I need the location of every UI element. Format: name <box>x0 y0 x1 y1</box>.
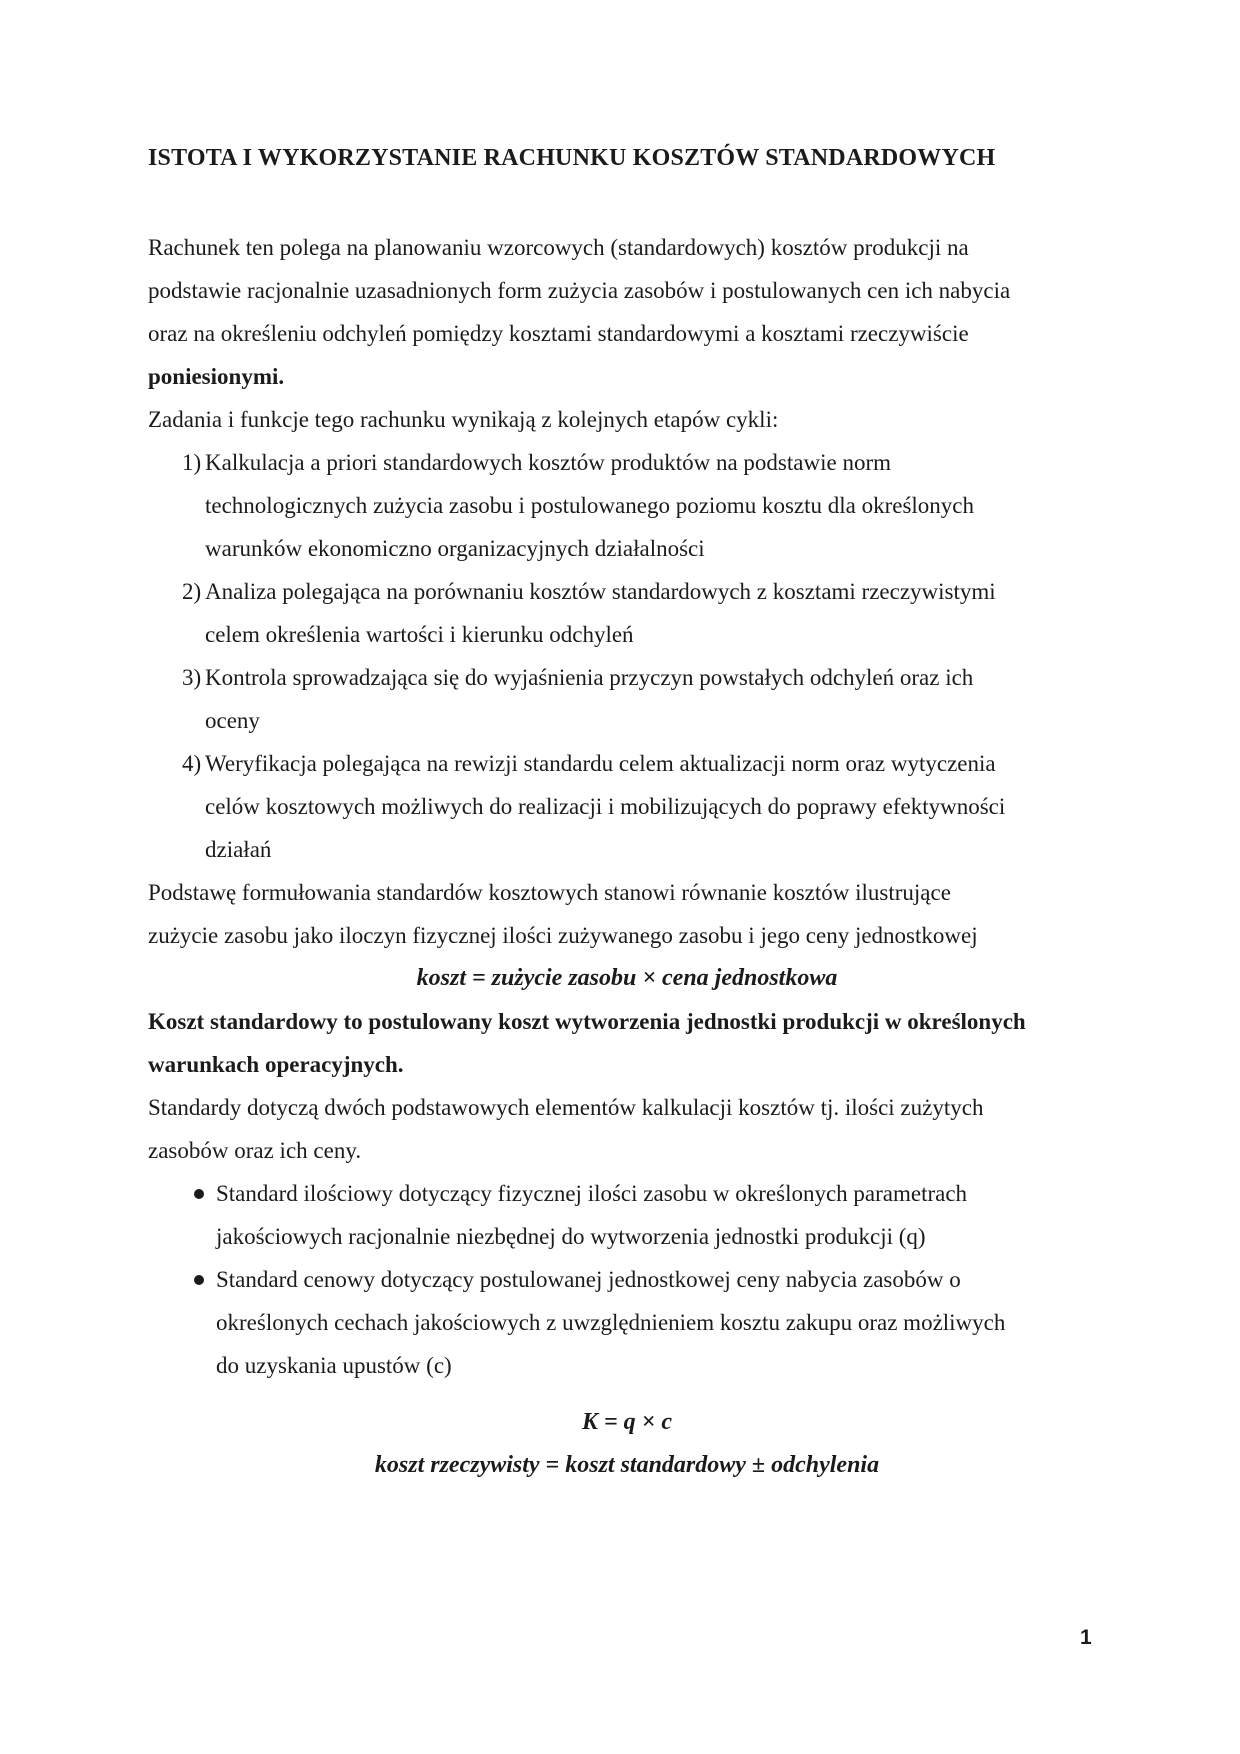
text-line-bold: Koszt standardowy to postulowany koszt wytworzenia jednostki produkcji w określonych <box>148 1009 1026 1034</box>
numbered-item-4 <box>148 742 1106 871</box>
list-number: 4) <box>182 751 202 776</box>
text-line: Rachunek ten polega na planowaniu wzorcowych (standardowych) kosztów produkcji na <box>148 235 969 260</box>
text-line: Standard cenowy dotyczący postulowanej jednostkowej ceny nabycia zasobów o <box>216 1267 961 1292</box>
list-number: 1) <box>182 450 202 475</box>
text-line: oceny <box>205 708 260 733</box>
numbered-item-3 <box>148 656 1106 742</box>
text-line: celów kosztowych możliwych do realizacji i mobilizujących do poprawy efektywności <box>205 794 1006 819</box>
formula-cost-equation: koszt = zużycie zasobu × cena jednostkowa <box>416 965 838 991</box>
equation-intro-paragraph <box>148 871 1106 957</box>
text-line: działań <box>205 837 272 862</box>
list-number: 2) <box>182 579 202 604</box>
text-line: jakościowych racjonalnie niezbędnej do wytworzenia jednostki produkcji (q) <box>216 1224 926 1249</box>
bullet-item-quantity-standard <box>148 1172 1106 1258</box>
page-number: 1 <box>1080 1626 1092 1649</box>
lead-sentence <box>148 398 1106 441</box>
text-line: zasobów oraz ich ceny. <box>148 1138 362 1163</box>
bullet-icon <box>194 1189 204 1199</box>
numbered-item-2 <box>148 570 1106 656</box>
text-line: zużycie zasobu jako iloczyn fizycznej ilości zużywanego zasobu i jego ceny jednostkowej <box>148 923 978 948</box>
bullet-icon <box>194 1275 204 1285</box>
formula-actual-cost-equation: koszt rzeczywisty = koszt standardowy ± odchylenia <box>374 1452 880 1478</box>
text-line: Kalkulacja a priori standardowych kosztów produktów na podstawie norm <box>205 450 891 475</box>
numbered-item-1 <box>148 441 1106 570</box>
text-line: warunków ekonomiczno organizacyjnych działalności <box>205 536 705 561</box>
intro-paragraph <box>148 226 1106 398</box>
text-line: Kontrola sprowadzająca się do wyjaśnienia przyczyn powstałych odchyleń oraz ich <box>205 665 974 690</box>
list-number: 3) <box>182 665 202 690</box>
text-line: Weryfikacja polegająca na rewizji standardu celem aktualizacji norm oraz wytyczenia <box>205 751 996 776</box>
text-line: Zadania i funkcje tego rachunku wynikają z kolejnych etapów cykli: <box>148 407 779 432</box>
text-line: technologicznych zużycia zasobu i postulowanego poziomu kosztu dla określonych <box>205 493 975 518</box>
text-line: oraz na określeniu odchyleń pomiędzy kosztami standardowymi a kosztami rzeczywiście <box>148 321 969 346</box>
formula-k-equation: K = q × c <box>581 1409 672 1435</box>
text-line: celem określenia wartości i kierunku odchyleń <box>205 622 634 647</box>
standard-cost-definition <box>148 1000 1106 1086</box>
bullet-item-price-standard <box>148 1258 1106 1387</box>
standards-paragraph <box>148 1086 1106 1172</box>
text-line: do uzyskania upustów (c) <box>216 1353 452 1378</box>
text-line: Standardy dotyczą dwóch podstawowych elementów kalkulacji kosztów tj. ilości zużytych <box>148 1095 984 1120</box>
text-line: określonych cechach jakościowych z uwzględnieniem kosztu zakupu oraz możliwych <box>216 1310 1006 1335</box>
text-line: Analiza polegająca na porównaniu kosztów standardowych z kosztami rzeczywistymi <box>205 579 996 604</box>
text-line: Podstawę formułowania standardów kosztowych stanowi równanie kosztów ilustrujące <box>148 880 951 905</box>
text-line: podstawie racjonalnie uzasadnionych form zużycia zasobów i postulowanych cen ich nabycia <box>148 278 1011 303</box>
document-title: ISTOTA I WYKORZYSTANIE RACHUNKU KOSZTÓW STANDARDOWYCH <box>148 145 996 171</box>
document-content <box>148 137 1106 1487</box>
text-line-bold: poniesionymi. <box>148 364 285 389</box>
text-line: Standard ilościowy dotyczący fizycznej ilości zasobu w określonych parametrach <box>216 1181 968 1206</box>
text-line-bold: warunkach operacyjnych. <box>148 1052 404 1077</box>
